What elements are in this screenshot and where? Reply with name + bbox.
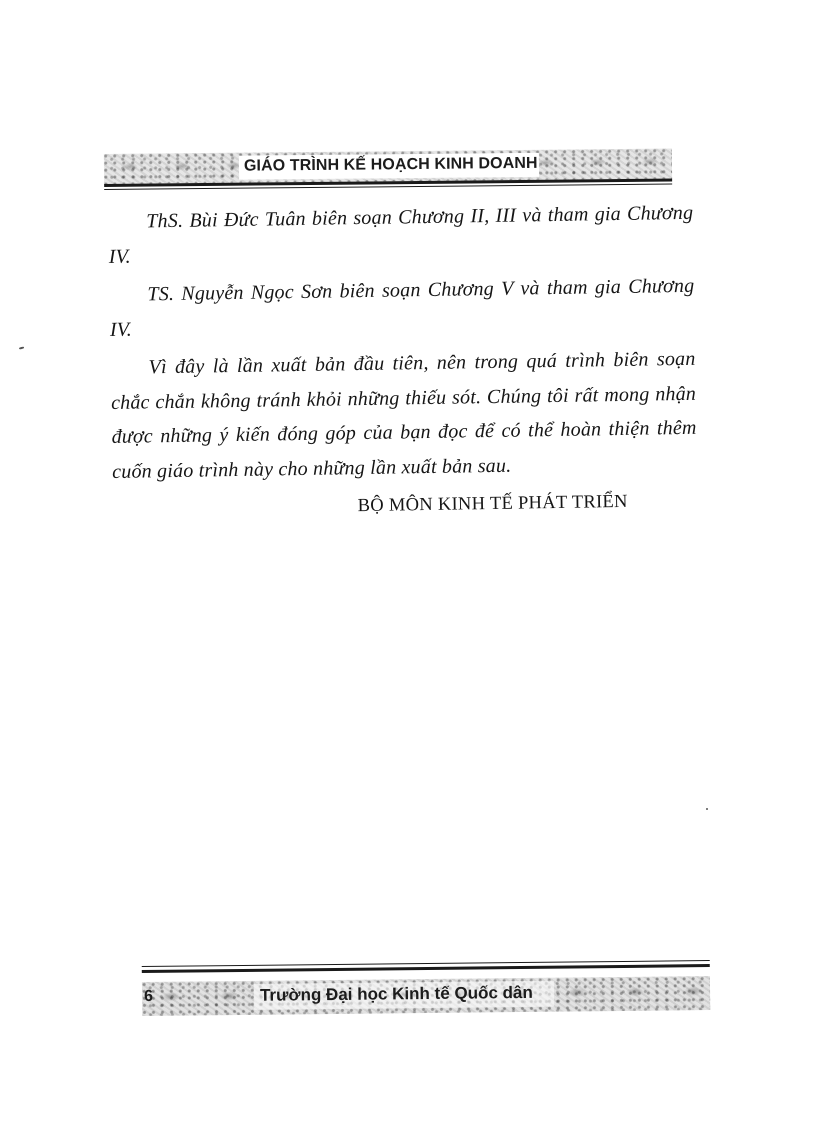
- footer-title: Trường Đại học Kinh tế Quốc dân: [259, 982, 533, 1005]
- body-text: [108, 196, 698, 528]
- signature-department: BỘ MÔN KINH TẾ PHÁT TRIỂN: [357, 491, 628, 517]
- paragraph-son: TS. Nguyễn Ngọc Sơn biên soạn Chương V và tham gia Chương IV.: [109, 274, 695, 341]
- page-number: 6: [143, 987, 154, 1005]
- paragraph-preface-note: Vì đây là lần xuất bản đầu tiên, nên trong quá trình biên soạn chắc chắn không tránh khỏi những thiếu sót. Chúng tôi rất mong nhận được những ý kiến đóng góp của bạn đọc để có thể hoàn thiện thêm cuốn giáo trình này cho những lần xuất bản sau.: [110, 347, 697, 483]
- scan-speck: [706, 808, 708, 810]
- running-header: [104, 145, 672, 190]
- paragraph-tuan: ThS. Bùi Đức Tuân biên soạn Chương II, III và tham gia Chương IV.: [108, 201, 694, 268]
- header-title: GIÁO TRÌNH KẾ HOẠCH KINH DOANH: [243, 154, 538, 175]
- scan-speck: [19, 346, 24, 349]
- running-footer: [142, 956, 711, 1020]
